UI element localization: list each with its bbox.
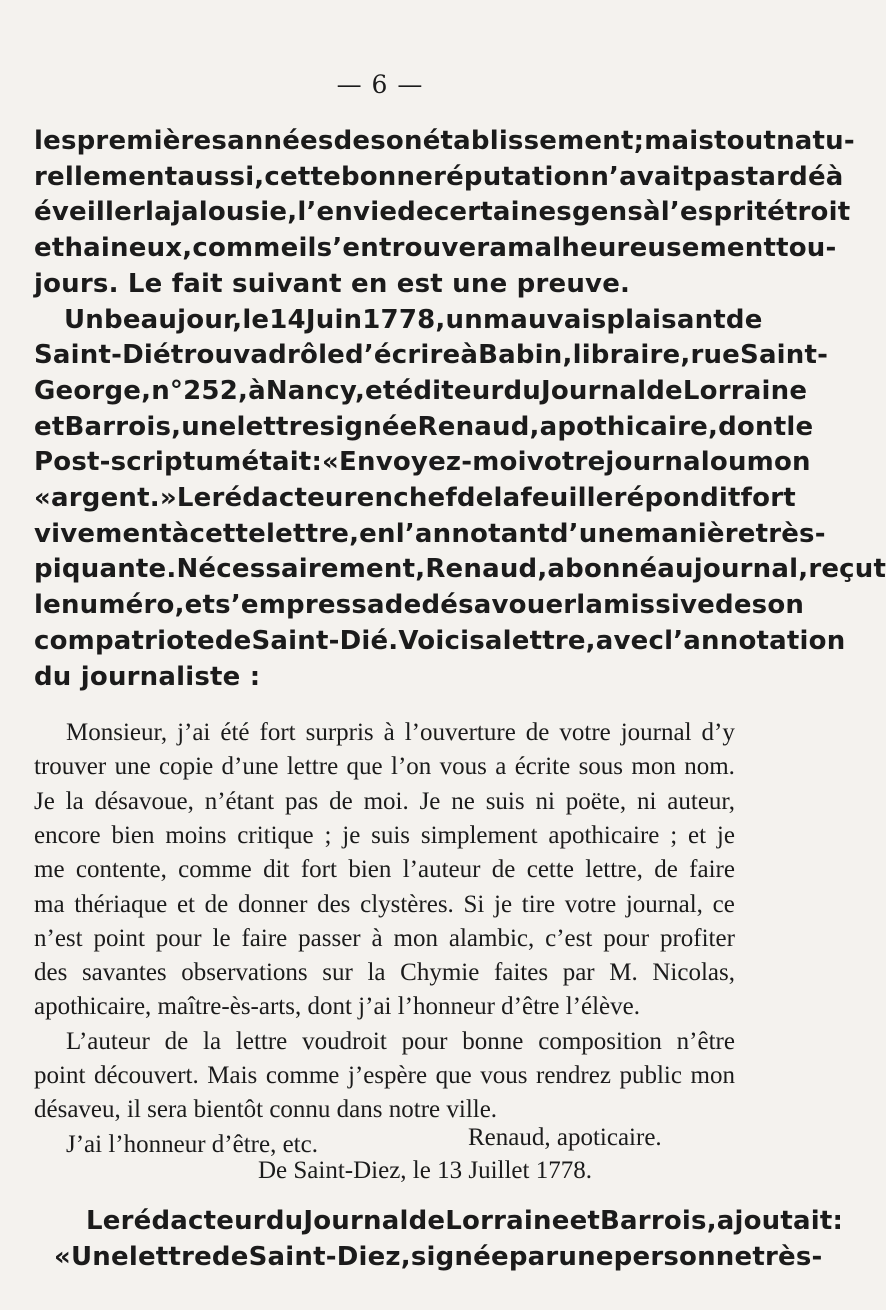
body-line: rellement aussi, cette bonne réputation n’avait pas tardé à xyxy=(34,161,844,192)
body-line: compatriote de Saint-Dié. Voici sa lettre, avec l’annotation xyxy=(34,625,846,656)
body-line: Saint-Dié trouva drôle d’écrire à Babin, libraire, rue Saint- xyxy=(34,340,829,371)
closing-line: « Une lettre de Saint-Diez, signée par une personne très- xyxy=(54,1242,823,1272)
letter-line: encore bien moins critique ; je suis simplement apothicaire ; et je xyxy=(34,821,735,849)
letter-line: me contente, comme dit fort bien l’auteur de cette lettre, de faire xyxy=(34,856,735,884)
letter-line: n’est point pour le faire passer à mon alambic, c’est pour profiter xyxy=(34,924,735,952)
body-line: et Barrois, une lettre signée Renaud, apothicaire, dont le xyxy=(34,411,814,442)
letter-line: point découvert. Mais comme j’espère que vous rendrez public mon xyxy=(34,1062,735,1089)
body-line: George, n° 252, à Nancy, et éditeur du Journal de Lorraine xyxy=(34,375,808,406)
letter-line: ma thériaque et de donner des clystères. Si je tire votre journal, ce xyxy=(34,890,735,918)
letter-line: trouver une copie d’une lettre que l’on vous a écrite sous mon nom. xyxy=(34,753,735,781)
body-line: du journaliste : xyxy=(34,661,261,692)
letter-line: J’ai l’honneur d’être, etc. xyxy=(66,1130,318,1158)
letter-line: Je la désavoue, n’étant pas de moi. Je ne suis ni poëte, ni auteur, xyxy=(34,787,735,815)
body-line: le numéro, et s’empressa de désavouer la missive de son xyxy=(34,590,805,621)
letter-line: L’auteur de la lettre voudroit pour bonne composition n’être xyxy=(66,1027,735,1055)
body-line: jours. Le fait suivant en est une preuve. xyxy=(34,268,631,299)
body-line: piquante. Nécessairement, Renaud, abonné au journal, reçut xyxy=(34,554,886,585)
letter-line: apothicaire, maître-ès-arts, dont j’ai l’honneur d’être l’élève. xyxy=(34,993,640,1021)
body-line: éveiller la jalousie, l’envie de certaines gens à l’esprit étroit xyxy=(34,197,851,228)
letter-signature xyxy=(468,1124,662,1152)
letter-line: désaveu, il sera bientôt connu dans notre ville. xyxy=(34,1096,498,1124)
body-line: « argent. » Le rédacteur en chef de la feuille répondit fort xyxy=(34,483,796,513)
page-number: — 6 — xyxy=(336,70,424,99)
body-line: Post-scriptum était : « Envoyez-moi votre journal ou mon xyxy=(34,447,811,478)
body-line: et haineux, comme il s’en trouvera malheureusement tou- xyxy=(34,233,837,264)
letter-dateline: De Saint-Diez, le 13 Juillet 1778. xyxy=(258,1157,592,1184)
body-line: Un beau jour, le 14 Juin 1778, un mauvais plaisant de xyxy=(64,304,763,335)
letter-line: Monsieur, j’ai été fort surpris à l’ouverture de votre journal d’y xyxy=(66,719,735,746)
signature-text: Renaud, apoticaire. xyxy=(468,1124,662,1151)
closing-line: Le rédacteur du Journal de Lorraine et Barrois, ajoutait : xyxy=(86,1206,844,1236)
body-line: les premières années de son établissement ; mais tout natu- xyxy=(34,126,855,156)
body-line: vivement à cette lettre, en l’annotant d’une manière très- xyxy=(34,518,826,549)
letter-line: des savantes observations sur la Chymie faites par M. Nicolas, xyxy=(34,959,735,987)
